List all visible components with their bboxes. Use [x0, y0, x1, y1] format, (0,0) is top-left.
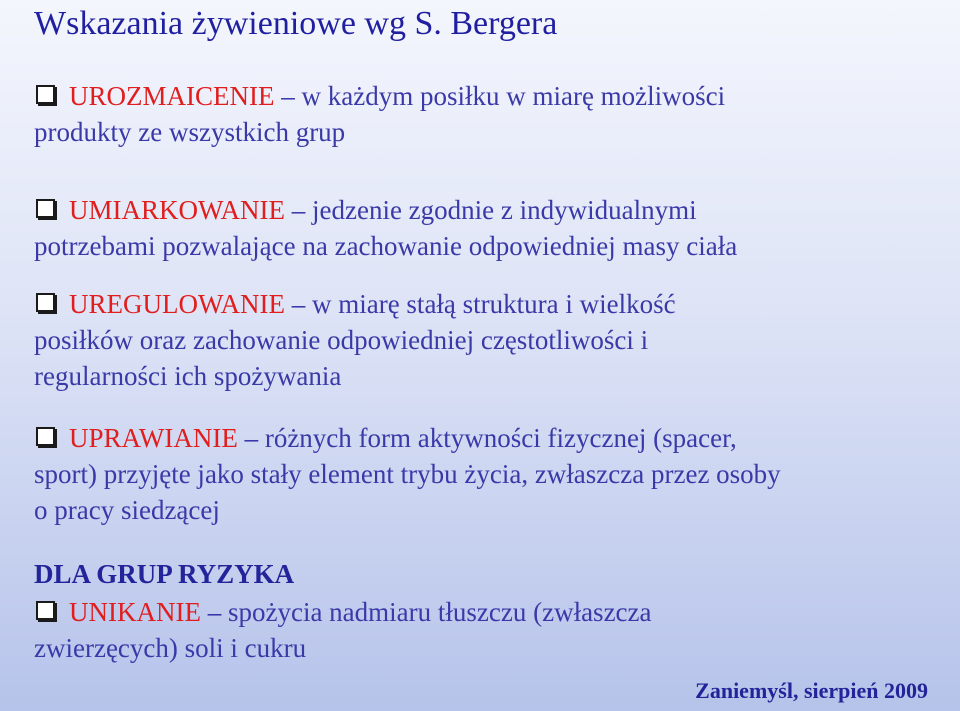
- bullet-keyword: UMIARKOWANIE: [69, 195, 285, 225]
- bullet-text: spożycia nadmiaru tłuszczu (zwłaszcza: [227, 597, 652, 627]
- checkbox-icon: [36, 293, 55, 312]
- bullet-keyword: UREGULOWANIE: [69, 289, 285, 319]
- bullet-dash: –: [207, 597, 222, 627]
- bullet-umiarkowanie: [34, 192, 934, 264]
- bullet-first-line: [34, 286, 934, 322]
- checkbox-icon: [36, 427, 55, 446]
- bullet-text: o pracy siedzącej: [34, 495, 220, 525]
- bullet-text: w każdym posiłku w miarę możliwości: [301, 81, 726, 111]
- checkbox-icon: [36, 199, 55, 218]
- bullet-text: produkty ze wszystkich grup: [34, 117, 346, 147]
- bullet-first-line: [34, 594, 934, 630]
- checkbox-icon: [36, 85, 55, 104]
- risk-group-heading: DLA GRUP RYZYKA: [34, 559, 295, 589]
- bullet-uregulowanie: [34, 286, 934, 394]
- bullet-text: zwierzęcych) soli i cukru: [34, 633, 307, 663]
- bullet-dash: –: [291, 289, 306, 319]
- bullet-first-line: [34, 192, 934, 228]
- bullet-keyword: UROZMAICENIE: [69, 81, 275, 111]
- bullet-keyword: UNIKANIE: [69, 597, 201, 627]
- bullet-first-line: [34, 420, 934, 456]
- bullet-text: różnych form aktywności fizycznej (spacer,: [264, 423, 737, 453]
- bullet-text: posiłków oraz zachowanie odpowiedniej częstotliwości i: [34, 325, 649, 355]
- footer-location-date: Zaniemyśl, sierpień 2009: [695, 678, 928, 703]
- bullet-dash: –: [291, 195, 306, 225]
- bullet-text: w miarę stałą struktura i wielkość: [311, 289, 676, 319]
- bullet-text: jedzenie zgodnie z indywidualnymi: [311, 195, 697, 225]
- bullet-dash: –: [281, 81, 295, 111]
- bullet-dash: –: [244, 423, 259, 453]
- bullet-text: potrzebami pozwalające na zachowanie odpowiedniej masy ciała: [34, 231, 738, 261]
- bullet-first-line: [34, 78, 934, 114]
- bullet-urozmaicenie: [34, 78, 934, 150]
- bullet-text: sport) przyjęte jako stały element trybu życia, zwłaszcza przez osoby: [34, 459, 781, 489]
- checkbox-icon: [36, 601, 55, 620]
- bullet-text: regularności ich spożywania: [34, 361, 342, 391]
- bullet-unikanie: [34, 594, 934, 666]
- bullet-keyword: UPRAWIANIE: [69, 423, 238, 453]
- slide-title: Wskazania żywieniowe wg S. Bergera: [34, 5, 558, 42]
- bullet-uprawianie: [34, 420, 934, 528]
